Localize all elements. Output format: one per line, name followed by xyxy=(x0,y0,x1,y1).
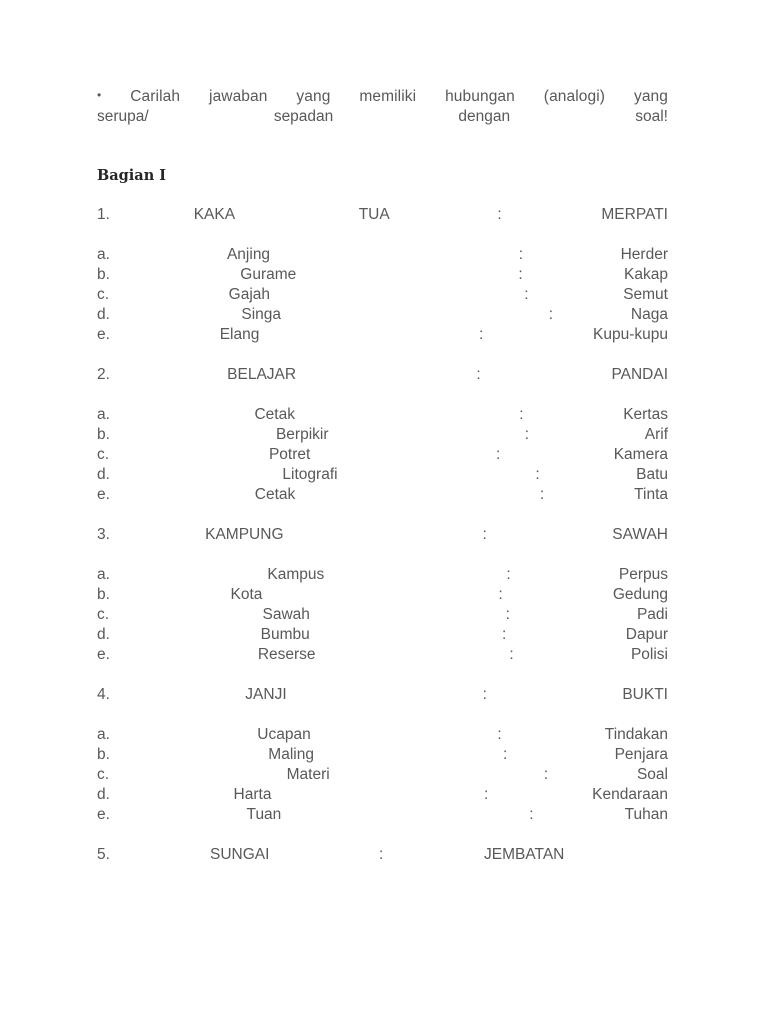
justify-spacer xyxy=(110,745,268,765)
justify-spacer xyxy=(500,445,613,465)
option-separator-colon: : xyxy=(535,466,540,483)
option-term-right: Padi xyxy=(636,606,668,623)
option-row[interactable] xyxy=(97,645,668,665)
justify-spacer xyxy=(310,605,506,625)
justify-spacer xyxy=(295,485,540,505)
justify-spacer xyxy=(110,585,231,605)
option-term-right: Polisi xyxy=(630,646,668,663)
justify-spacer xyxy=(483,325,593,345)
option-row[interactable] xyxy=(97,445,668,465)
question-term-left: KAKA xyxy=(193,206,236,223)
option-row[interactable] xyxy=(97,285,668,305)
justify-spacer xyxy=(109,445,269,465)
option-term-left: Reserse xyxy=(257,646,316,663)
question-term-right: MERPATI xyxy=(601,206,668,223)
question-term-right: PANDAI xyxy=(611,366,668,383)
option-term-left: Harta xyxy=(233,786,272,803)
option-term-left: Cetak xyxy=(254,486,296,503)
option-letter: b. xyxy=(97,586,110,603)
justify-spacer xyxy=(544,485,634,505)
option-separator-colon: : xyxy=(495,446,501,463)
justify-spacer xyxy=(110,785,234,805)
question-separator-colon: : xyxy=(482,686,487,703)
question-term-left: KAMPUNG xyxy=(205,526,284,543)
option-term-right: Arif xyxy=(644,426,669,443)
justify-spacer xyxy=(110,405,255,425)
question-term-left: JANJI xyxy=(245,686,287,703)
option-row[interactable] xyxy=(97,405,668,425)
question-block xyxy=(97,525,668,665)
justify-spacer xyxy=(110,365,227,385)
option-term-right: Tindakan xyxy=(604,726,668,743)
option-term-left: Cetak xyxy=(254,406,295,423)
option-term-right: Gedung xyxy=(612,586,669,603)
justify-spacer xyxy=(329,425,525,445)
option-term-left: Elang xyxy=(219,326,260,343)
option-term-left: Potret xyxy=(268,446,311,463)
justify-spacer xyxy=(281,805,529,825)
question-stem-row xyxy=(97,205,668,225)
option-term-left: Tuan xyxy=(246,806,282,823)
justify-spacer xyxy=(110,245,227,265)
justify-spacer xyxy=(310,625,502,645)
question-separator-colon: : xyxy=(379,846,384,863)
questions-list xyxy=(97,205,668,865)
option-separator-colon: : xyxy=(478,326,484,343)
justify-spacer xyxy=(270,245,519,265)
justify-spacer xyxy=(110,525,205,545)
option-row[interactable] xyxy=(97,485,668,505)
option-letter: e. xyxy=(97,326,110,343)
option-term-right: Herder xyxy=(620,246,668,263)
question-number: 1. xyxy=(97,206,110,223)
justify-spacer xyxy=(487,685,622,705)
option-row[interactable] xyxy=(97,585,668,605)
justify-spacer xyxy=(110,265,240,285)
section-heading: Bagian I xyxy=(97,167,167,184)
instruction-line-2 xyxy=(97,107,668,127)
option-term-right: Dapur xyxy=(625,626,668,643)
justify-spacer xyxy=(506,625,626,645)
option-letter: e. xyxy=(97,806,110,823)
instruction-word-serupa: serupa/ xyxy=(97,108,149,125)
option-separator-colon: : xyxy=(543,766,549,783)
option-term-left: Maling xyxy=(268,746,314,763)
option-term-right: Kertas xyxy=(623,406,668,423)
justify-spacer xyxy=(488,785,592,805)
justify-spacer xyxy=(296,265,518,285)
instruction-word-sepadan: sepadan xyxy=(273,108,334,125)
justify-spacer xyxy=(523,265,624,285)
question-number: 4. xyxy=(97,686,110,703)
option-separator-colon: : xyxy=(529,806,534,823)
option-term-right: Penjara xyxy=(614,746,669,763)
option-term-right: Semut xyxy=(623,286,668,303)
option-letter: d. xyxy=(97,786,110,803)
justify-spacer xyxy=(110,305,241,325)
option-term-right: Batu xyxy=(636,466,669,483)
option-term-left: Berpikir xyxy=(275,426,329,443)
option-separator-colon: : xyxy=(484,786,489,803)
option-letter: b. xyxy=(97,426,110,443)
question-stem-row xyxy=(97,845,668,865)
option-letter: c. xyxy=(97,446,110,463)
question-number: 3. xyxy=(97,526,110,543)
option-term-left: Gurame xyxy=(240,266,297,283)
option-separator-colon: : xyxy=(548,306,554,323)
option-separator-colon: : xyxy=(518,246,524,263)
option-term-right: Kendaraan xyxy=(592,786,668,803)
justify-spacer xyxy=(524,405,624,425)
option-separator-colon: : xyxy=(539,486,545,503)
option-letter: d. xyxy=(97,626,110,643)
justify-spacer xyxy=(262,585,498,605)
option-separator-colon: : xyxy=(502,746,508,763)
justify-spacer xyxy=(295,405,519,425)
option-term-right: Kamera xyxy=(613,446,668,463)
justify-spacer xyxy=(507,745,614,765)
options-list xyxy=(97,725,668,825)
option-letter: d. xyxy=(97,306,110,323)
justify-spacer xyxy=(502,205,602,225)
instruction-line-1: Carilah jawaban yang memiliki hubungan (analogi) yang xyxy=(130,88,668,105)
option-letter: b. xyxy=(97,746,110,763)
justify-spacer xyxy=(311,725,498,745)
option-row[interactable] xyxy=(97,625,668,645)
option-term-right: Kupu-kupu xyxy=(593,326,669,343)
justify-spacer xyxy=(110,625,261,645)
option-letter: c. xyxy=(97,286,110,303)
justify-spacer xyxy=(548,765,637,785)
justify-spacer xyxy=(109,605,262,625)
option-row[interactable] xyxy=(97,245,668,265)
question-term-left-2: TUA xyxy=(358,206,390,223)
option-letter: e. xyxy=(97,646,110,663)
option-term-right: Perpus xyxy=(618,566,668,583)
option-row[interactable] xyxy=(97,325,668,345)
justify-spacer xyxy=(110,565,267,585)
justify-spacer xyxy=(109,285,229,305)
question-term-right: SAWAH xyxy=(612,526,668,543)
justify-spacer xyxy=(287,685,483,705)
option-term-right: Naga xyxy=(630,306,668,323)
justify-spacer xyxy=(514,645,631,665)
option-separator-colon: : xyxy=(506,566,511,583)
option-separator-colon: : xyxy=(498,586,503,603)
option-letter: e. xyxy=(97,486,110,503)
option-row[interactable] xyxy=(97,745,668,765)
option-separator-colon: : xyxy=(509,646,514,663)
option-row[interactable] xyxy=(97,605,668,625)
option-separator-colon: : xyxy=(518,266,523,283)
justify-spacer xyxy=(540,465,636,485)
justify-spacer xyxy=(110,465,282,485)
justify-spacer xyxy=(529,425,645,445)
justify-spacer xyxy=(110,485,255,505)
option-term-right: Tinta xyxy=(634,486,668,503)
question-stem-row xyxy=(97,365,668,385)
question-term-left: BELAJAR xyxy=(227,366,297,383)
question-block xyxy=(97,205,668,345)
question-block xyxy=(97,365,668,505)
justify-spacer xyxy=(487,525,612,545)
justify-spacer xyxy=(110,645,258,665)
justify-spacer xyxy=(270,285,524,305)
instruction-word-soal: soal! xyxy=(635,108,668,125)
instruction-paragraph xyxy=(97,85,668,107)
option-separator-colon: : xyxy=(519,406,524,423)
question-separator-colon: : xyxy=(476,366,481,383)
option-row[interactable] xyxy=(97,785,668,805)
justify-spacer xyxy=(310,445,496,465)
question-block xyxy=(97,845,668,865)
justify-spacer xyxy=(390,205,498,225)
option-term-left: Sawah xyxy=(262,606,310,623)
options-list xyxy=(97,245,668,345)
justify-spacer xyxy=(271,785,484,805)
option-letter: c. xyxy=(97,606,110,623)
option-term-left: Kota xyxy=(230,586,263,603)
option-separator-colon: : xyxy=(524,286,529,303)
justify-spacer xyxy=(110,725,257,745)
option-letter: d. xyxy=(97,466,110,483)
justify-spacer xyxy=(281,305,549,325)
question-term-left: SUNGAI xyxy=(210,846,270,863)
option-term-right: Soal xyxy=(636,766,668,783)
bullet-icon: • xyxy=(97,88,102,102)
justify-spacer xyxy=(511,565,619,585)
justify-spacer xyxy=(109,765,287,785)
justify-spacer xyxy=(296,365,476,385)
justify-spacer xyxy=(110,685,245,705)
option-term-left: Materi xyxy=(286,766,330,783)
justify-spacer xyxy=(534,805,625,825)
option-term-left: Bumbu xyxy=(260,626,310,643)
justify-spacer xyxy=(330,765,544,785)
question-number: 5. xyxy=(97,846,110,863)
justify-spacer xyxy=(481,365,612,385)
question-term-right: JEMBATAN xyxy=(484,846,565,863)
question-number: 2. xyxy=(97,366,110,383)
option-row[interactable] xyxy=(97,725,668,745)
option-row[interactable] xyxy=(97,265,668,285)
option-letter: c. xyxy=(97,766,110,783)
option-row[interactable] xyxy=(97,565,668,585)
question-block xyxy=(97,685,668,825)
justify-spacer xyxy=(110,805,247,825)
justify-spacer xyxy=(503,585,613,605)
justify-spacer xyxy=(523,245,621,265)
justify-spacer xyxy=(110,425,276,445)
justify-spacer xyxy=(510,605,637,625)
justify-spacer xyxy=(235,205,359,225)
option-letter: a. xyxy=(97,246,110,263)
justify-spacer xyxy=(529,285,624,305)
option-row[interactable] xyxy=(97,765,668,785)
option-row[interactable] xyxy=(97,425,668,445)
question-stem-row xyxy=(97,525,668,545)
option-term-left: Litografi xyxy=(282,466,338,483)
justify-spacer xyxy=(338,465,536,485)
option-letter: b. xyxy=(97,266,110,283)
justify-spacer xyxy=(110,325,220,345)
instruction-word-dengan: dengan xyxy=(458,108,511,125)
options-list xyxy=(97,405,668,505)
option-separator-colon: : xyxy=(524,426,530,443)
option-letter: a. xyxy=(97,726,110,743)
justify-spacer xyxy=(316,645,510,665)
option-term-right: Tuhan xyxy=(624,806,668,823)
justify-spacer xyxy=(314,745,503,765)
question-term-right: BUKTI xyxy=(622,686,668,703)
option-term-left: Anjing xyxy=(226,246,271,263)
justify-spacer xyxy=(553,305,631,325)
question-stem-row xyxy=(97,685,668,705)
option-term-left: Singa xyxy=(241,306,282,323)
justify-spacer xyxy=(324,565,506,585)
option-term-left: Kampus xyxy=(267,566,325,583)
options-list xyxy=(97,565,668,665)
justify-spacer xyxy=(110,205,194,225)
option-letter: a. xyxy=(97,406,110,423)
option-term-left: Gajah xyxy=(228,286,271,303)
question-separator-colon: : xyxy=(482,526,487,543)
option-term-right: Kakap xyxy=(624,266,668,283)
option-separator-colon: : xyxy=(501,626,507,643)
option-separator-colon: : xyxy=(505,606,510,623)
option-separator-colon: : xyxy=(497,726,502,743)
question-separator-colon: : xyxy=(497,206,502,223)
justify-spacer xyxy=(502,725,605,745)
justify-spacer xyxy=(284,525,483,545)
option-row[interactable] xyxy=(97,305,668,325)
option-letter: a. xyxy=(97,566,110,583)
option-row[interactable] xyxy=(97,805,668,825)
option-row[interactable] xyxy=(97,465,668,485)
option-term-left: Ucapan xyxy=(257,726,311,743)
justify-spacer xyxy=(259,325,479,345)
